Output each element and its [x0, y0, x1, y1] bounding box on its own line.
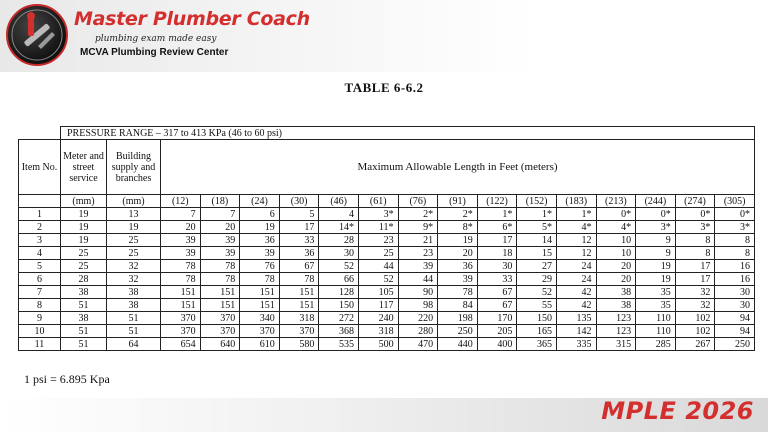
length-value-cell: 105: [358, 286, 398, 299]
item-number-cell: 4: [19, 247, 61, 260]
length-value-cell: 52: [517, 286, 557, 299]
length-value-cell: 5*: [517, 221, 557, 234]
length-value-cell: 335: [556, 338, 596, 351]
length-value-cell: 52: [358, 273, 398, 286]
length-unit-header: (76): [398, 195, 438, 208]
building-size-cell: 25: [107, 234, 161, 247]
length-value-cell: 7: [161, 208, 201, 221]
length-value-cell: 370: [279, 325, 319, 338]
length-value-cell: 654: [161, 338, 201, 351]
length-value-cell: 11*: [358, 221, 398, 234]
length-value-cell: 20: [161, 221, 201, 234]
table-row: [19, 286, 755, 299]
length-value-cell: 20: [438, 247, 478, 260]
length-value-cell: 18: [477, 247, 517, 260]
length-value-cell: 36: [279, 247, 319, 260]
length-unit-header: (244): [636, 195, 676, 208]
pipe-length-table-container: [18, 126, 754, 351]
length-value-cell: 151: [240, 299, 280, 312]
length-value-cell: 2*: [438, 208, 478, 221]
length-unit-header: (305): [715, 195, 755, 208]
brand-subtitle: MCVA Plumbing Review Center: [80, 47, 229, 58]
length-value-cell: 23: [398, 247, 438, 260]
length-value-cell: 368: [319, 325, 359, 338]
length-value-cell: 365: [517, 338, 557, 351]
pressure-range-row: [19, 127, 755, 140]
length-value-cell: 4*: [596, 221, 636, 234]
length-value-cell: 78: [200, 260, 240, 273]
length-value-cell: 39: [240, 247, 280, 260]
length-value-cell: 38: [596, 286, 636, 299]
length-value-cell: 151: [200, 286, 240, 299]
item-header: Item No.: [19, 140, 61, 195]
length-value-cell: 29: [517, 273, 557, 286]
length-unit-header: (274): [675, 195, 715, 208]
meter-size-cell: 38: [61, 286, 107, 299]
length-value-cell: 9*: [398, 221, 438, 234]
table-row: [19, 234, 755, 247]
building-size-cell: 38: [107, 286, 161, 299]
building-size-cell: 64: [107, 338, 161, 351]
length-unit-header: (213): [596, 195, 636, 208]
length-value-cell: 1*: [556, 208, 596, 221]
length-value-cell: 285: [636, 338, 676, 351]
table-row: [19, 338, 755, 351]
length-value-cell: 135: [556, 312, 596, 325]
pressure-range: PRESSURE RANGE – 317 to 413 KPa (46 to 60 psi): [61, 127, 755, 140]
length-value-cell: 8: [715, 234, 755, 247]
pipe-length-table: [18, 126, 755, 351]
item-number-cell: 11: [19, 338, 61, 351]
length-value-cell: 205: [477, 325, 517, 338]
length-value-cell: 39: [438, 273, 478, 286]
length-value-cell: 370: [161, 312, 201, 325]
length-value-cell: 0*: [596, 208, 636, 221]
length-value-cell: 19: [636, 260, 676, 273]
length-value-cell: 8: [675, 234, 715, 247]
units-item-blank: [19, 195, 61, 208]
meter-size-cell: 51: [61, 338, 107, 351]
length-value-cell: 17: [675, 273, 715, 286]
length-value-cell: 35: [636, 286, 676, 299]
length-value-cell: 12: [556, 234, 596, 247]
length-value-cell: 94: [715, 325, 755, 338]
length-value-cell: 250: [715, 338, 755, 351]
length-value-cell: 0*: [636, 208, 676, 221]
length-value-cell: 52: [319, 260, 359, 273]
length-value-cell: 10: [596, 247, 636, 260]
length-value-cell: 0*: [715, 208, 755, 221]
length-value-cell: 340: [240, 312, 280, 325]
length-value-cell: 44: [358, 260, 398, 273]
length-value-cell: 9: [636, 247, 676, 260]
brand-title: Master Plumber Coach: [74, 8, 310, 30]
building-size-cell: 32: [107, 273, 161, 286]
length-value-cell: 470: [398, 338, 438, 351]
table-row: [19, 260, 755, 273]
length-value-cell: 30: [715, 299, 755, 312]
table-row: [19, 221, 755, 234]
length-value-cell: 2*: [398, 208, 438, 221]
length-value-cell: 17: [675, 260, 715, 273]
length-unit-header: (18): [200, 195, 240, 208]
length-value-cell: 318: [358, 325, 398, 338]
length-value-cell: 67: [477, 299, 517, 312]
length-value-cell: 3*: [358, 208, 398, 221]
meter-size-cell: 38: [61, 312, 107, 325]
length-value-cell: 102: [675, 312, 715, 325]
length-value-cell: 640: [200, 338, 240, 351]
table-row: [19, 273, 755, 286]
length-value-cell: 19: [240, 221, 280, 234]
length-value-cell: 220: [398, 312, 438, 325]
length-value-cell: 28: [319, 234, 359, 247]
length-value-cell: 15: [517, 247, 557, 260]
length-value-cell: 30: [715, 286, 755, 299]
length-value-cell: 8: [675, 247, 715, 260]
length-value-cell: 142: [556, 325, 596, 338]
length-value-cell: 25: [358, 247, 398, 260]
brand-tagline: plumbing exam made easy: [95, 34, 217, 44]
meter-size-cell: 19: [61, 208, 107, 221]
length-unit-header: (122): [477, 195, 517, 208]
length-value-cell: 5: [279, 208, 319, 221]
meter-size-cell: 51: [61, 299, 107, 312]
length-value-cell: 370: [240, 325, 280, 338]
table-body: [19, 208, 755, 351]
length-unit-header: (24): [240, 195, 280, 208]
length-value-cell: 10: [596, 234, 636, 247]
max-length-header: Maximum Allowable Length in Feet (meters): [161, 140, 755, 195]
length-value-cell: 16: [715, 260, 755, 273]
length-value-cell: 42: [556, 286, 596, 299]
length-value-cell: 42: [556, 299, 596, 312]
length-value-cell: 610: [240, 338, 280, 351]
length-value-cell: 267: [675, 338, 715, 351]
length-unit-header: (152): [517, 195, 557, 208]
length-value-cell: 30: [477, 260, 517, 273]
length-value-cell: 272: [319, 312, 359, 325]
length-value-cell: 19: [438, 234, 478, 247]
length-value-cell: 67: [279, 260, 319, 273]
table-row: [19, 312, 755, 325]
length-value-cell: 90: [398, 286, 438, 299]
length-value-cell: 19: [636, 273, 676, 286]
length-value-cell: 39: [398, 260, 438, 273]
length-value-cell: 78: [200, 273, 240, 286]
building-size-cell: 25: [107, 247, 161, 260]
length-value-cell: 318: [279, 312, 319, 325]
length-value-cell: 27: [517, 260, 557, 273]
meter-size-cell: 25: [61, 260, 107, 273]
length-value-cell: 150: [517, 312, 557, 325]
length-value-cell: 35: [636, 299, 676, 312]
building-size-cell: 38: [107, 299, 161, 312]
length-value-cell: 280: [398, 325, 438, 338]
length-value-cell: 33: [279, 234, 319, 247]
length-value-cell: 55: [517, 299, 557, 312]
length-value-cell: 150: [319, 299, 359, 312]
length-value-cell: 110: [636, 325, 676, 338]
length-unit-header: (30): [279, 195, 319, 208]
length-value-cell: 36: [240, 234, 280, 247]
length-value-cell: 0*: [675, 208, 715, 221]
length-value-cell: 33: [477, 273, 517, 286]
length-value-cell: 30: [319, 247, 359, 260]
length-value-cell: 535: [319, 338, 359, 351]
length-value-cell: 151: [200, 299, 240, 312]
units-building: (mm): [107, 195, 161, 208]
length-value-cell: 4*: [556, 221, 596, 234]
length-value-cell: 250: [438, 325, 478, 338]
plumber-logo-icon: [6, 4, 68, 66]
meter-size-cell: 19: [61, 221, 107, 234]
item-number-cell: 9: [19, 312, 61, 325]
length-value-cell: 66: [319, 273, 359, 286]
length-value-cell: 39: [200, 247, 240, 260]
length-value-cell: 12: [556, 247, 596, 260]
length-value-cell: 6*: [477, 221, 517, 234]
length-value-cell: 315: [596, 338, 636, 351]
length-value-cell: 36: [438, 260, 478, 273]
length-unit-header: (91): [438, 195, 478, 208]
length-unit-header: (61): [358, 195, 398, 208]
table-row: [19, 247, 755, 260]
length-value-cell: 84: [438, 299, 478, 312]
mple-watermark: MPLE 2026: [601, 397, 754, 425]
item-number-cell: 3: [19, 234, 61, 247]
length-value-cell: 6: [240, 208, 280, 221]
length-unit-header: (46): [319, 195, 359, 208]
length-value-cell: 14: [517, 234, 557, 247]
length-value-cell: 67: [477, 286, 517, 299]
length-value-cell: 151: [161, 286, 201, 299]
length-value-cell: 400: [477, 338, 517, 351]
building-size-cell: 19: [107, 221, 161, 234]
table-row: [19, 299, 755, 312]
item-number-cell: 1: [19, 208, 61, 221]
units-row: [19, 195, 755, 208]
length-value-cell: 20: [596, 260, 636, 273]
length-value-cell: 151: [279, 286, 319, 299]
length-value-cell: 23: [358, 234, 398, 247]
length-value-cell: 78: [240, 273, 280, 286]
length-value-cell: 44: [398, 273, 438, 286]
building-size-cell: 51: [107, 312, 161, 325]
item-number-cell: 10: [19, 325, 61, 338]
length-value-cell: 94: [715, 312, 755, 325]
building-size-cell: 13: [107, 208, 161, 221]
length-value-cell: 4: [319, 208, 359, 221]
meter-size-cell: 19: [61, 234, 107, 247]
length-value-cell: 370: [200, 312, 240, 325]
length-value-cell: 14*: [319, 221, 359, 234]
length-value-cell: 500: [358, 338, 398, 351]
length-value-cell: 20: [596, 273, 636, 286]
length-value-cell: 3*: [675, 221, 715, 234]
length-value-cell: 170: [477, 312, 517, 325]
length-value-cell: 198: [438, 312, 478, 325]
header-row: [19, 140, 755, 195]
meter-size-cell: 28: [61, 273, 107, 286]
length-unit-header: (183): [556, 195, 596, 208]
length-value-cell: 32: [675, 299, 715, 312]
length-value-cell: 39: [200, 234, 240, 247]
length-value-cell: 8: [715, 247, 755, 260]
length-value-cell: 98: [398, 299, 438, 312]
item-number-cell: 8: [19, 299, 61, 312]
length-value-cell: 123: [596, 325, 636, 338]
length-value-cell: 580: [279, 338, 319, 351]
building-header: Building supply and branches: [107, 140, 161, 195]
length-value-cell: 21: [398, 234, 438, 247]
length-value-cell: 151: [279, 299, 319, 312]
length-value-cell: 16: [715, 273, 755, 286]
length-value-cell: 8*: [438, 221, 478, 234]
length-value-cell: 9: [636, 234, 676, 247]
length-value-cell: 151: [161, 299, 201, 312]
length-value-cell: 110: [636, 312, 676, 325]
length-value-cell: 370: [200, 325, 240, 338]
length-value-cell: 370: [161, 325, 201, 338]
units-meter: (mm): [61, 195, 107, 208]
length-value-cell: 440: [438, 338, 478, 351]
length-value-cell: 123: [596, 312, 636, 325]
length-value-cell: 78: [161, 273, 201, 286]
length-value-cell: 3*: [715, 221, 755, 234]
table-row: [19, 325, 755, 338]
length-value-cell: 240: [358, 312, 398, 325]
length-value-cell: 39: [161, 234, 201, 247]
length-value-cell: 24: [556, 260, 596, 273]
item-number-cell: 5: [19, 260, 61, 273]
length-value-cell: 1*: [517, 208, 557, 221]
length-value-cell: 17: [279, 221, 319, 234]
item-number-cell: 7: [19, 286, 61, 299]
length-value-cell: 165: [517, 325, 557, 338]
item-number-cell: 2: [19, 221, 61, 234]
length-value-cell: 151: [240, 286, 280, 299]
length-value-cell: 102: [675, 325, 715, 338]
length-value-cell: 20: [200, 221, 240, 234]
meter-size-cell: 25: [61, 247, 107, 260]
length-value-cell: 128: [319, 286, 359, 299]
length-value-cell: 78: [161, 260, 201, 273]
item-number-cell: 6: [19, 273, 61, 286]
footnote: 1 psi = 6.895 Kpa: [24, 372, 110, 386]
length-value-cell: 32: [675, 286, 715, 299]
building-size-cell: 32: [107, 260, 161, 273]
length-value-cell: 38: [596, 299, 636, 312]
table-title: TABLE 6-6.2: [344, 80, 424, 95]
length-value-cell: 117: [358, 299, 398, 312]
length-value-cell: 17: [477, 234, 517, 247]
length-value-cell: 78: [438, 286, 478, 299]
meter-header: Meter and street service: [61, 140, 107, 195]
length-value-cell: 7: [200, 208, 240, 221]
blank-corner: [19, 127, 61, 140]
length-unit-header: (12): [161, 195, 201, 208]
length-value-cell: 1*: [477, 208, 517, 221]
length-value-cell: 78: [279, 273, 319, 286]
building-size-cell: 51: [107, 325, 161, 338]
meter-size-cell: 51: [61, 325, 107, 338]
table-row: [19, 208, 755, 221]
length-value-cell: 39: [161, 247, 201, 260]
length-value-cell: 3*: [636, 221, 676, 234]
length-value-cell: 24: [556, 273, 596, 286]
length-value-cell: 76: [240, 260, 280, 273]
